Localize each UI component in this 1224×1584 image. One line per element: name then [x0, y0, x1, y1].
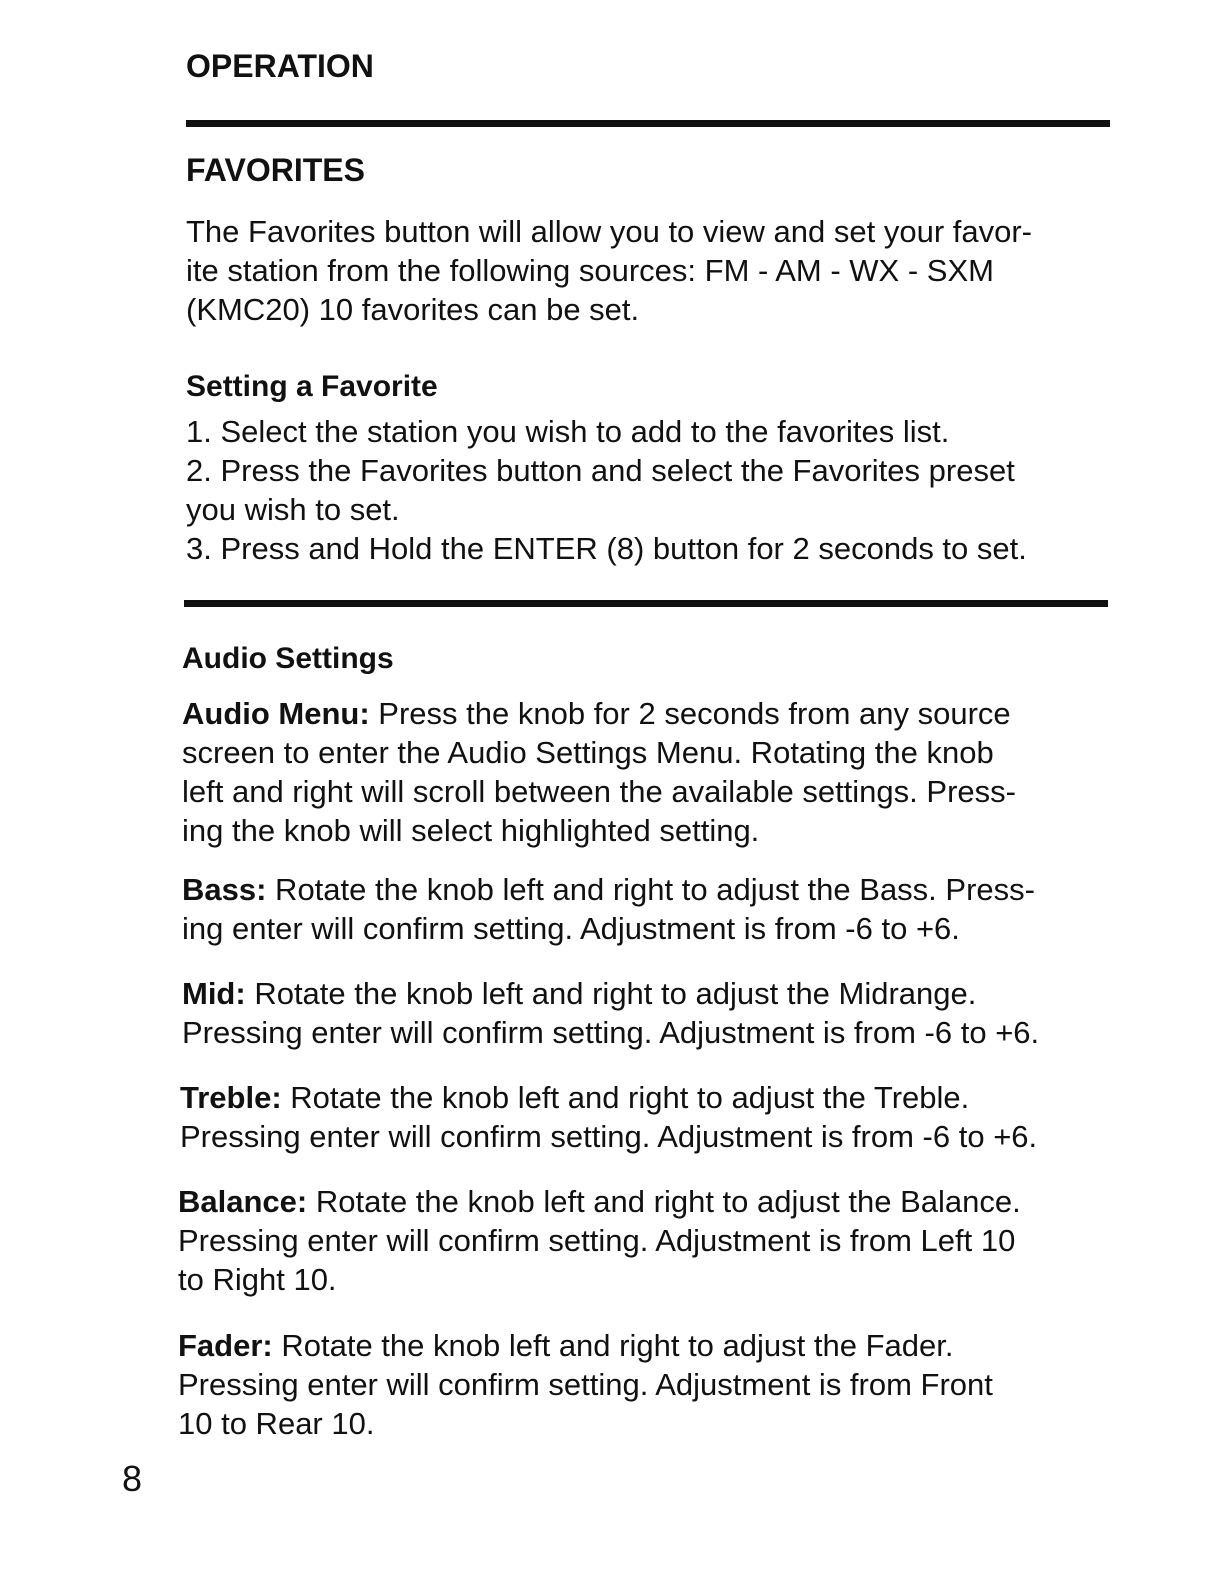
balance-line: Balance: Rotate the knob left and right to adjust the Balance.	[178, 1184, 1021, 1219]
mid-line: Pressing enter will confirm setting. Adjustment is from -6 to +6.	[182, 1015, 1040, 1050]
treble-line: Treble: Rotate the knob left and right to adjust the Treble.	[180, 1080, 970, 1115]
fader-line: Fader: Rotate the knob left and right to adjust the Fader.	[178, 1328, 954, 1363]
intro-line: (KMC20) 10 favorites can be set.	[186, 292, 640, 327]
fader-paragraph	[178, 1326, 1128, 1443]
intro-line: The Favorites button will allow you to view and set your favor-	[186, 214, 1032, 249]
step-3: 3. Press and Hold the ENTER (8) button for 2 seconds to set.	[186, 531, 1027, 566]
balance-paragraph	[178, 1182, 1128, 1299]
audio-settings-title: Audio Settings	[182, 642, 394, 675]
balance-line: to Right 10.	[178, 1262, 337, 1297]
section-title: OPERATION	[186, 48, 374, 84]
favorites-intro	[186, 212, 1136, 329]
intro-line: ite station from the following sources: FM - AM - WX - SXM	[186, 253, 994, 288]
treble-label: Treble:	[180, 1080, 282, 1115]
fader-line: 10 to Rear 10.	[178, 1406, 375, 1441]
mid-line: Mid: Rotate the knob left and right to adjust the Midrange.	[182, 976, 977, 1011]
step-1: 1. Select the station you wish to add to the favorites list.	[186, 414, 950, 449]
favorite-steps	[186, 412, 1136, 568]
page-number: 8	[122, 1458, 143, 1499]
step-2-cont: you wish to set.	[186, 492, 400, 527]
treble-paragraph	[180, 1078, 1140, 1156]
bass-paragraph	[182, 870, 1132, 948]
balance-label: Balance:	[178, 1184, 308, 1219]
setting-favorite-title: Setting a Favorite	[186, 370, 438, 403]
audio-menu-paragraph	[182, 694, 1132, 850]
mid-paragraph	[182, 974, 1142, 1052]
audio-menu-line: ing the knob will select highlighted setting.	[182, 813, 760, 848]
audio-menu-line: Audio Menu: Press the knob for 2 seconds from any source	[182, 696, 1011, 731]
step-2: 2. Press the Favorites button and select the Favorites preset	[186, 453, 1015, 488]
mid-label: Mid:	[182, 976, 246, 1011]
bass-label: Bass:	[182, 872, 267, 907]
favorites-title: FAVORITES	[186, 152, 365, 188]
middle-divider	[184, 600, 1108, 607]
bass-line: ing enter will confirm setting. Adjustment is from -6 to +6.	[182, 911, 960, 946]
audio-menu-line: left and right will scroll between the available settings. Press-	[182, 774, 1016, 809]
top-divider	[186, 120, 1110, 127]
audio-menu-label: Audio Menu:	[182, 696, 370, 731]
balance-line: Pressing enter will confirm setting. Adjustment is from Left 10	[178, 1223, 1016, 1258]
fader-label: Fader:	[178, 1328, 273, 1363]
audio-menu-line: screen to enter the Audio Settings Menu. Rotating the knob	[182, 735, 994, 770]
treble-line: Pressing enter will confirm setting. Adjustment is from -6 to +6.	[180, 1119, 1038, 1154]
bass-line: Bass: Rotate the knob left and right to adjust the Bass. Press-	[182, 872, 1035, 907]
fader-line: Pressing enter will confirm setting. Adjustment is from Front	[178, 1367, 993, 1402]
